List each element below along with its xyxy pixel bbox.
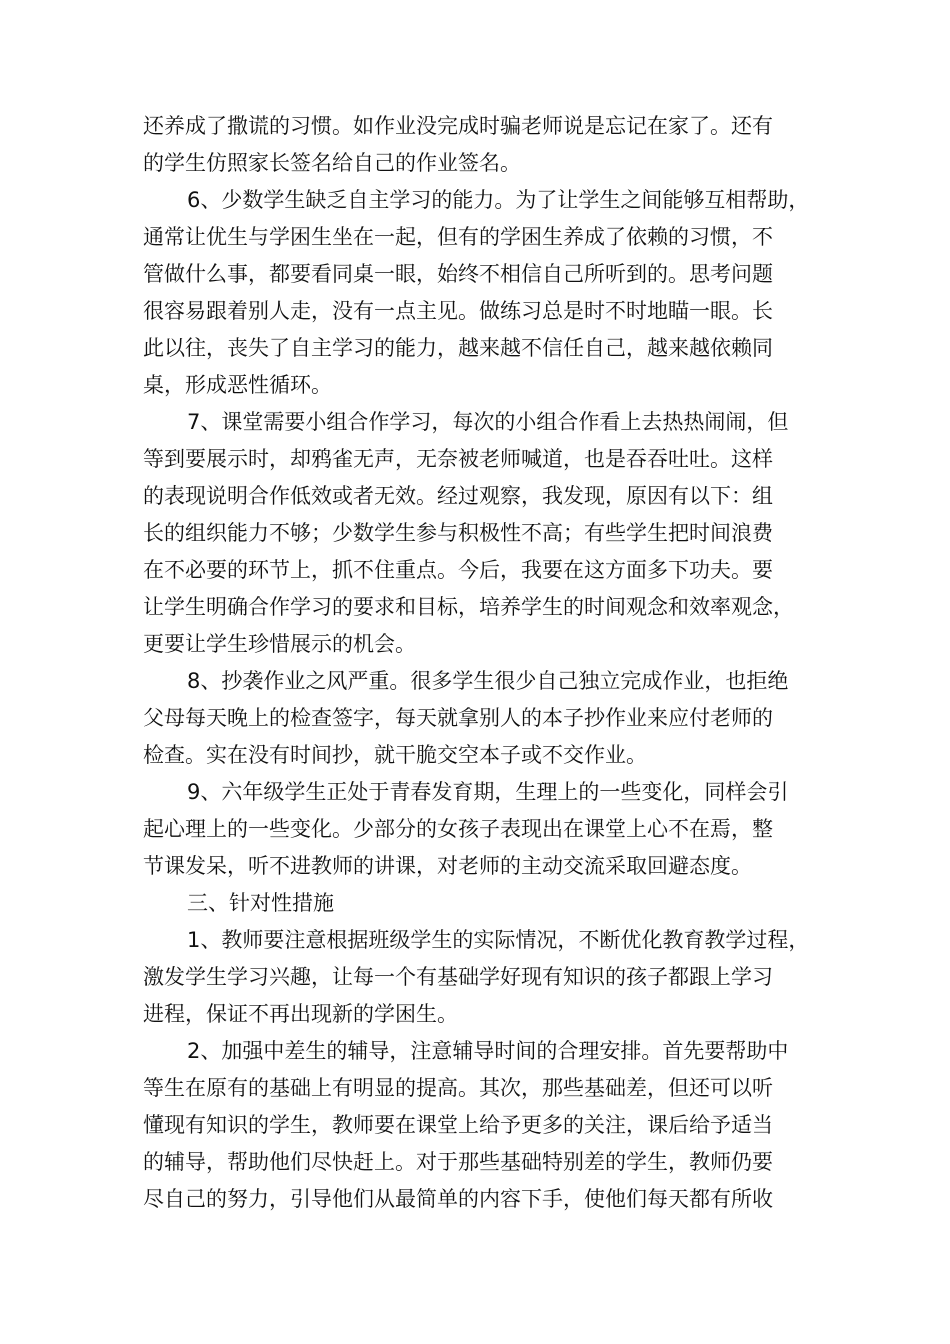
text-line: 2、加强中差生的辅导，注意辅导时间的合理安排。首先要帮助中 — [187, 1039, 789, 1063]
text-line: 起心理上的一些变化。少部分的女孩子表现出在课堂上心不在焉，整 — [143, 817, 773, 841]
text-line: 很容易跟着别人走，没有一点主见。做练习总是时不时地瞄一眼。长 — [143, 299, 773, 323]
text-line: 通常让优生与学困生坐在一起，但有的学困生养成了依赖的习惯，不 — [143, 225, 773, 249]
text-line: 等生在原有的基础上有明显的提高。其次，那些基础差，但还可以听 — [143, 1076, 773, 1100]
text-line: 6、少数学生缺乏自主学习的能力。为了让学生之间能够互相帮助， — [187, 188, 810, 212]
text-line: 检查。实在没有时间抄，就干脆交空本子或不交作业。 — [143, 743, 647, 767]
text-line: 8、抄袭作业之风严重。很多学生很少自己独立完成作业，也拒绝 — [187, 669, 789, 693]
text-line: 7、课堂需要小组合作学习，每次的小组合作看上去热热闹闹，但 — [187, 410, 789, 434]
text-line: 1、教师要注意根据班级学生的实际情况，不断优化教育教学过程， — [187, 928, 810, 952]
text-line: 进程，保证不再出现新的学困生。 — [143, 1002, 458, 1026]
text-line: 长的组织能力不够；少数学生参与积极性不高；有些学生把时间浪费 — [143, 521, 773, 545]
text-line: 9、六年级学生正处于青春发育期，生理上的一些变化，同样会引 — [187, 780, 789, 804]
text-line: 父母每天晚上的检查签字，每天就拿别人的本子抄作业来应付老师的 — [143, 706, 773, 730]
text-line: 还养成了撒谎的习惯。如作业没完成时骗老师说是忘记在家了。还有 — [143, 114, 773, 138]
text-line: 在不必要的环节上，抓不住重点。今后，我要在这方面多下功夫。要 — [143, 558, 773, 582]
document-body — [143, 108, 833, 1218]
text-line: 懂现有知识的学生，教师要在课堂上给予更多的关注，课后给予适当 — [143, 1113, 773, 1137]
text-line: 三、针对性措施 — [187, 891, 334, 915]
text-line: 让学生明确合作学习的要求和目标，培养学生的时间观念和效率观念， — [143, 595, 794, 619]
text-line: 激发学生学习兴趣，让每一个有基础学好现有知识的孩子都跟上学习 — [143, 965, 773, 989]
text-line: 此以往，丧失了自主学习的能力，越来越不信任自己，越来越依赖同 — [143, 336, 773, 360]
text-line: 更要让学生珍惜展示的机会。 — [143, 632, 416, 656]
text-line: 节课发呆，听不进教师的讲课，对老师的主动交流采取回避态度。 — [143, 854, 752, 878]
text-line: 桌，形成恶性循环。 — [143, 373, 332, 397]
text-line: 的表现说明合作低效或者无效。经过观察，我发现，原因有以下：组 — [143, 484, 773, 508]
text-line: 等到要展示时，却鸦雀无声，无奈被老师喊道，也是吞吞吐吐。这样 — [143, 447, 773, 471]
text-line: 的辅导，帮助他们尽快赶上。对于那些基础特别差的学生，教师仍要 — [143, 1150, 773, 1174]
text-line: 尽自己的努力，引导他们从最简单的内容下手，使他们每天都有所收 — [143, 1187, 773, 1211]
text-line: 的学生仿照家长签名给自己的作业签名。 — [143, 151, 521, 175]
text-line: 管做什么事，都要看同桌一眼，始终不相信自己所听到的。思考问题 — [143, 262, 773, 286]
